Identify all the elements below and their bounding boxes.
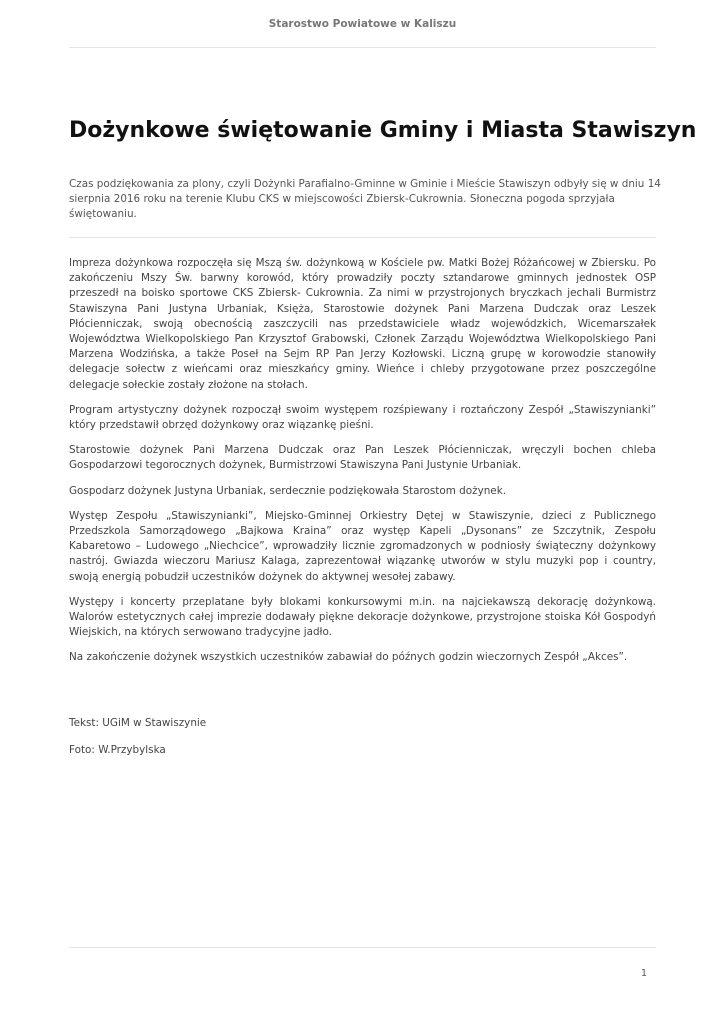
lead-divider xyxy=(69,237,656,238)
body-paragraph: Program artystyczny dożynek rozpoczął swoim występem rozśpiewany i roztańczony Zespół „Stawiszynianki” który przedstawił obrzęd dożynkowy oraz wiązankę pieśni. xyxy=(69,403,656,432)
text-credit: Tekst: UGiM w Stawiszynie xyxy=(69,717,207,729)
body-paragraph: Na zakończenie dożynek wszystkich uczestników zabawiał do późnych godzin wieczornych Zespół „Akces”. xyxy=(69,651,628,664)
body-paragraph: Występy i koncerty przeplatane były blokami konkursowymi m.in. na najciekawszą dekorację dożynkową. Walorów estetycznych całej imprezie dodawały piękne dekoracje dożynkowe, przystrojone stoiska Kół Gospodyń Wiejskich, na których serwowano tradycyjne jadło. xyxy=(69,595,656,639)
site-title: Starostwo Powiatowe w Kaliszu xyxy=(268,18,457,30)
article-lead: Czas podziękowania za plony, czyli Dożynki Parafialno-Gminne w Gminie i Mieście Stawiszyn odbyły się w dniu 14 sierpnia 2016 roku na terenie Klubu CKS w miejscowości Zbiersk-Cukrownia. Słoneczna pogoda sprzyjała świętowaniu. xyxy=(69,178,661,221)
body-paragraph: Impreza dożynkowa rozpoczęła się Mszą św. dożynkową w Kościele pw. Matki Bożej Różańcowej w Zbiersku. Po zakończeniu Mszy Św. barwny korowód, który prowadziły poczty sztandarowe gminnych jednostek OSP przeszedł na boisko sportowe CKS Zbiersk- Cukrownia. Za nimi w przystrojonych bryczkach jechali Burmistrz Stawiszyna Pani Justyna Urbaniak, Księża, Starostowie dożynek Pani Marzena Dudczak oraz Leszek Płócienniczak, swoją obecnością zaszczycili nas przedstawiciele władz wojewódzkich, Wicemarszałek Województwa Wielkopolskiego Pan Krzysztof Grabowski, Członek Zarządu Województwa Wielkopolskiego Pani Marzena Wodzińska, a także Poseł na Sejm RP Pan Jerzy Kozłowski. Liczną grupę w korowodzie stanowiły delegacje sołectw z wieńcami oraz mieszkańcy gminy. Wieńce i chleby przygotowane przez poszczególne delegacje sołeckie zostały złożone na stołach. xyxy=(69,257,656,391)
body-paragraph: Starostowie dożynek Pani Marzena Dudczak oraz Pan Leszek Płócienniczak, wręczyli bochen chleba Gospodarzowi tegorocznych dożynek, Burmistrzowi Stawiszyna Pani Justynie Urbaniak. xyxy=(69,444,656,472)
photo-credit: Foto: W.Przybylska xyxy=(69,744,166,757)
page-number: 1 xyxy=(640,968,647,979)
article-body xyxy=(69,256,656,676)
header-divider xyxy=(69,47,656,48)
article-credits xyxy=(69,716,656,770)
footer-divider xyxy=(69,947,656,948)
body-paragraph: Występ Zespołu „Stawiszynianki”, Miejsko-Gminnej Orkiestry Dętej w Stawiszynie, dzieci z Publicznego Przedszkola Samorządowego „Bajkowa Kraina” oraz występ Kapeli „Dysonans” ze Szczytnik, Zespołu Kabaretowo – Ludowego „Niechcice”, wprowadziły licznie zgromadzonych w podniosły świąteczny dożynkowy nastrój. Gwiazda wieczoru Mariusz Kalaga, zaprezentował wiązankę utworów w stylu muzyki pop i country, swoją energią pobudził uczestników dożynek do aktywnej wesołej zabawy. xyxy=(69,509,656,583)
article-title: Dożynkowe świętowanie Gminy i Miasta Stawiszyn xyxy=(69,118,697,143)
body-paragraph: Gospodarz dożynek Justyna Urbaniak, serdecznie podziękowała Starostom dożynek. xyxy=(69,484,507,497)
